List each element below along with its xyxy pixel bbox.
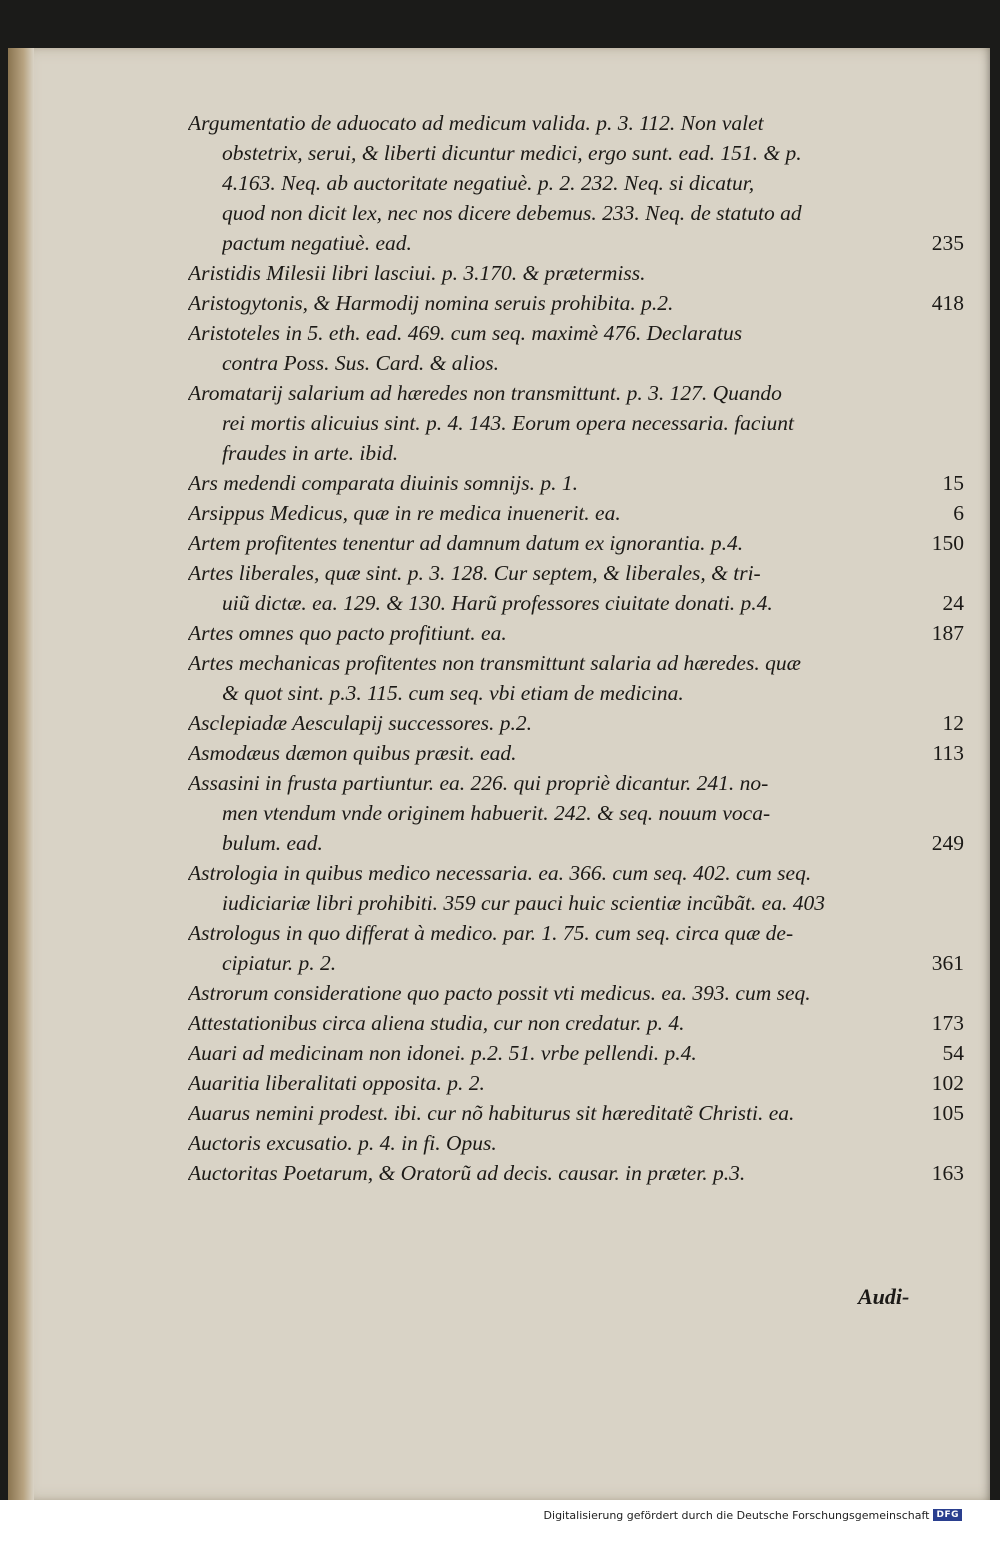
entry-text: Auaritia liberalitati opposita. p. 2. xyxy=(188,1071,485,1095)
page-reference: 187 xyxy=(931,621,964,645)
index-entry xyxy=(188,378,964,468)
entry-line xyxy=(188,948,964,978)
entry-text: Artem profitentes tenentur ad damnum datum ex ignorantia. p.4. xyxy=(188,531,744,555)
page-reference: 12 xyxy=(942,711,964,735)
page-reference xyxy=(956,168,964,198)
page-reference xyxy=(956,978,964,1008)
entry-line xyxy=(188,798,964,828)
entry-line xyxy=(188,438,964,468)
entry-text: Arsippus Medicus, quæ in re medica inuenerit. ea. xyxy=(188,501,621,525)
page-reference: 113 xyxy=(932,741,964,765)
index-entry xyxy=(188,1068,964,1098)
entry-line xyxy=(188,648,964,678)
page-reference: 102 xyxy=(931,1071,964,1095)
entry-text: Astrologia in quibus medico necessaria. ea. 366. cum seq. 402. cum seq. xyxy=(188,861,812,885)
index-entry xyxy=(188,528,964,558)
page-reference xyxy=(956,678,964,708)
entry-line xyxy=(188,228,964,258)
page-reference: 361 xyxy=(931,951,964,975)
page-reference: 235 xyxy=(931,231,964,255)
entry-line xyxy=(188,858,964,888)
entry-line xyxy=(188,978,964,1008)
index-entry xyxy=(188,648,964,708)
entry-line xyxy=(188,288,964,318)
entry-text: Artes mechanicas profitentes non transmittunt salaria ad hæredes. quæ xyxy=(188,651,801,675)
entry-text: uiũ dictæ. ea. 129. & 130. Harũ professores ciuitate donati. p.4. xyxy=(222,591,773,615)
index-entries xyxy=(188,108,964,1188)
entry-line xyxy=(188,138,964,168)
entry-line xyxy=(188,168,964,198)
page-reference: 105 xyxy=(931,1101,964,1125)
index-entry xyxy=(188,498,964,528)
index-entry xyxy=(188,918,964,978)
index-entry xyxy=(188,468,964,498)
index-entry xyxy=(188,1128,964,1158)
index-entry xyxy=(188,318,964,378)
index-entry xyxy=(188,558,964,618)
page-reference: 54 xyxy=(942,1041,964,1065)
entry-text: Artes omnes quo pacto profitiunt. ea. xyxy=(188,621,507,645)
entry-line xyxy=(188,378,964,408)
entry-line xyxy=(188,828,964,858)
entry-text: Asmodæus dæmon quibus præsit. ead. xyxy=(188,741,517,765)
page-reference: 24 xyxy=(942,591,964,615)
page-reference xyxy=(956,648,964,678)
page-gutter xyxy=(8,48,34,1500)
page-reference xyxy=(956,768,964,798)
entry-line xyxy=(188,1068,964,1098)
page-reference xyxy=(956,558,964,588)
index-entry xyxy=(188,738,964,768)
entry-text: & quot sint. p.3. 115. cum seq. vbi etiam de medicina. xyxy=(222,681,684,705)
entry-text: cipiatur. p. 2. xyxy=(222,951,337,975)
page-reference xyxy=(956,858,964,888)
entry-line xyxy=(188,1008,964,1038)
entry-text: Auarus nemini prodest. ibi. cur nõ habiturus sit hæreditatẽ Christi. ea. xyxy=(188,1101,795,1125)
entry-text: Argumentatio de aduocato ad medicum valida. p. 3. 112. Non valet xyxy=(188,111,764,135)
page-reference xyxy=(956,918,964,948)
entry-text: Ars medendi comparata diuinis somnijs. p. 1. xyxy=(188,471,578,495)
entry-line xyxy=(188,888,964,918)
entry-line xyxy=(188,678,964,708)
page-reference xyxy=(956,378,964,408)
entry-text: Asclepiadæ Aesculapij successores. p.2. xyxy=(188,711,532,735)
page-reference: 150 xyxy=(931,531,964,555)
entry-line xyxy=(188,528,964,558)
page-reference xyxy=(956,318,964,348)
index-entry xyxy=(188,108,964,258)
dfg-logo-icon: DFG xyxy=(933,1509,962,1521)
entry-line xyxy=(188,318,964,348)
entry-text: rei mortis alicuius sint. p. 4. 143. Eorum opera necessaria. faciunt xyxy=(222,411,794,435)
index-entry xyxy=(188,768,964,858)
page-reference: 418 xyxy=(931,291,964,315)
entry-text: Aristidis Milesii libri lasciui. p. 3.170. & prætermiss. xyxy=(188,261,646,285)
page-reference: 163 xyxy=(931,1161,964,1185)
entry-line xyxy=(188,918,964,948)
entry-text: Attestationibus circa aliena studia, cur non credatur. p. 4. xyxy=(188,1011,685,1035)
entry-line xyxy=(188,1038,964,1068)
index-entry xyxy=(188,1008,964,1038)
entry-line xyxy=(188,348,964,378)
page-reference: 249 xyxy=(931,831,964,855)
entry-text: Assasini in frusta partiuntur. ea. 226. qui propriè dicantur. 241. no- xyxy=(188,771,769,795)
page-reference xyxy=(956,108,964,138)
page-reference xyxy=(956,258,964,288)
entry-line xyxy=(188,498,964,528)
entry-line xyxy=(188,1158,964,1188)
page-reference: 6 xyxy=(953,501,964,525)
entry-text: Auari ad medicinam non idonei. p.2. 51. vrbe pellendi. p.4. xyxy=(188,1041,697,1065)
index-entry xyxy=(188,288,964,318)
index-entry xyxy=(188,708,964,738)
entry-text: Artes liberales, quæ sint. p. 3. 128. Cur septem, & liberales, & tri- xyxy=(188,561,761,585)
index-entry xyxy=(188,258,964,288)
entry-line xyxy=(188,588,964,618)
entry-line xyxy=(188,258,964,288)
entry-text: contra Poss. Sus. Card. & alios. xyxy=(222,351,499,375)
entry-text: bulum. ead. xyxy=(222,831,323,855)
page-reference: 15 xyxy=(942,471,964,495)
entry-text: Astrorum consideratione quo pacto possit vti medicus. ea. 393. cum seq. xyxy=(188,981,811,1005)
entry-text: Aromatarij salarium ad hæredes non transmittunt. p. 3. 127. Quando xyxy=(188,381,782,405)
page-reference xyxy=(956,888,964,918)
entry-line xyxy=(188,1128,964,1158)
entry-text: Aristogytonis, & Harmodij nomina seruis prohibita. p.2. xyxy=(188,291,674,315)
index-entry xyxy=(188,1098,964,1128)
page-reference xyxy=(956,138,964,168)
index-entry xyxy=(188,1158,964,1188)
index-entry xyxy=(188,1038,964,1068)
entry-line xyxy=(188,108,964,138)
entry-text: 4.163. Neq. ab auctoritate negatiuè. p. 2. 232. Neq. si dicatur, xyxy=(222,171,755,195)
entry-line xyxy=(188,768,964,798)
page-reference xyxy=(956,348,964,378)
index-entry xyxy=(188,618,964,648)
credit-text: Digitalisierung gefördert durch die Deutsche Forschungsgemeinschaft xyxy=(543,1508,930,1522)
entry-text: Aristoteles in 5. eth. ead. 469. cum seq. maximè 476. Declaratus xyxy=(188,321,743,345)
funding-credit xyxy=(544,1507,962,1523)
entry-line xyxy=(188,408,964,438)
entry-line xyxy=(188,618,964,648)
entry-line xyxy=(188,738,964,768)
entry-line xyxy=(188,708,964,738)
entry-text: pactum negatiuè. ead. xyxy=(222,231,412,255)
index-entry xyxy=(188,978,964,1008)
entry-text: Astrologus in quo differat à medico. par. 1. 75. cum seq. circa quæ de- xyxy=(188,921,794,945)
entry-line xyxy=(188,1098,964,1128)
entry-text: Auctoris excusatio. p. 4. in fi. Opus. xyxy=(188,1131,497,1155)
index-entry xyxy=(188,858,964,918)
entry-line xyxy=(188,468,964,498)
catchword: Audi- xyxy=(858,1284,910,1309)
entry-line xyxy=(188,558,964,588)
page-reference xyxy=(956,438,964,468)
entry-text: men vtendum vnde originem habuerit. 242. & seq. nouum voca- xyxy=(222,801,771,825)
entry-text: quod non dicit lex, nec nos dicere debemus. 233. Neq. de statuto ad xyxy=(222,201,802,225)
page-reference xyxy=(956,798,964,828)
entry-text: obstetrix, serui, & liberti dicuntur medici, ergo sunt. ead. 151. & p. xyxy=(222,141,802,165)
entry-text: iudiciariæ libri prohibiti. 359 cur pauci huic scientiæ incũbãt. ea. 403 xyxy=(222,891,825,915)
entry-line xyxy=(188,198,964,228)
page-reference xyxy=(956,198,964,228)
entry-text: fraudes in arte. ibid. xyxy=(222,441,399,465)
page-reference xyxy=(956,1128,964,1158)
entry-text: Auctoritas Poetarum, & Oratorũ ad decis. causar. in præter. p.3. xyxy=(188,1161,746,1185)
page-reference: 173 xyxy=(931,1011,964,1035)
page-reference xyxy=(956,408,964,438)
